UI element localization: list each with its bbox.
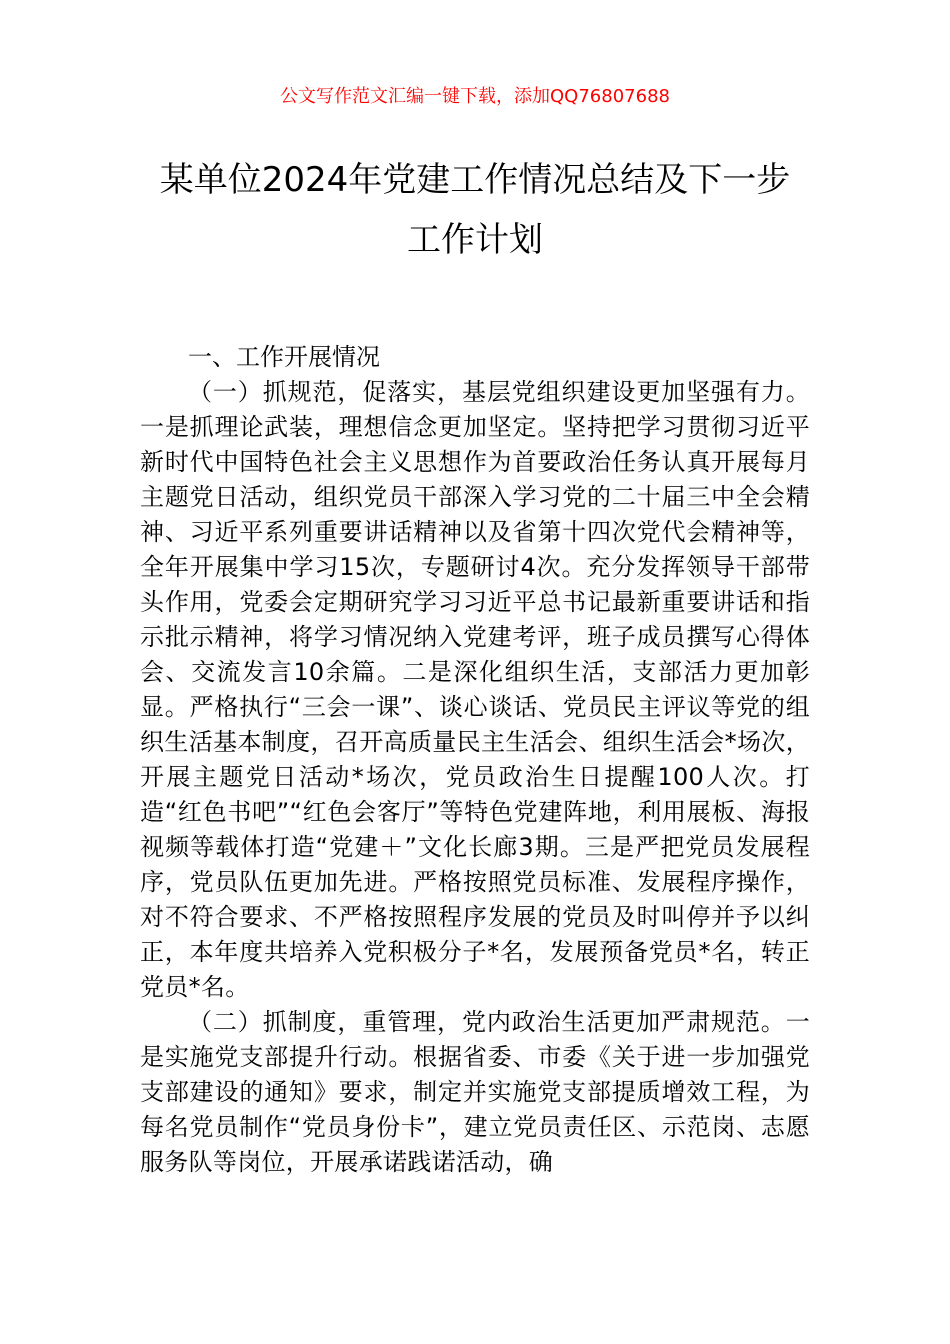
section-heading-1: 一、工作开展情况 <box>188 343 380 371</box>
document-body <box>140 340 810 1180</box>
paragraph-1: （一）抓规范，促落实，基层党组织建设更加坚强有力。一是抓理论武装，理想信念更加坚定。坚持把学习贯彻习近平新时代中国特色社会主义思想作为首要政治任务认真开展每月主题党日活动，组织党员干部深入学习党的二十届三中全会精神、习近平系列重要讲话精神以及省第十四次党代会精神等，全年开展集中学习15次，专题研讨4次。充分发挥领导干部带头作用，党委会定期研究学习习近平总书记最新重要讲话和指示批示精神，将学习情况纳入党建考评，班子成员撰写心得体会、交流发言10余篇。二是深化组织生活，支部活力更加彰显。严格执行“三会一课”、谈心谈话、党员民主评议等党的组织生活基本制度，召开高质量民主生活会、组织生活会*场次，开展主题党日活动*场次，党员政治生日提醒100人次。打造“红色书吧”“红色会客厅”等特色党建阵地，利用展板、海报视频等载体打造“党建＋”文化长廊3期。三是严把党员发展程序，党员队伍更加先进。严格按照党员标准、发展程序操作，对不符合要求、不严格按照程序发展的党员及时叫停并予以纠正，本年度共培养入党积极分子*名，发展预备党员*名，转正党员*名。 <box>140 378 810 1001</box>
download-notice: 公文写作范文汇编一键下载，添加QQ76807688 <box>280 86 670 107</box>
title-line-2: 工作计划 <box>407 220 543 260</box>
document-title <box>100 150 850 270</box>
title-line-1: 某单位2024年党建工作情况总结及下一步 <box>159 160 791 200</box>
paragraph-2: （二）抓制度，重管理，党内政治生活更加严肃规范。一是实施党支部提升行动。根据省委、市委《关于进一步加强党支部建设的通知》要求，制定并实施党支部提质增效工程，为每名党员制作“党员身份卡”，建立党员责任区、示范岗、志愿服务队等岗位，开展承诺践诺活动，确 <box>140 1008 810 1176</box>
